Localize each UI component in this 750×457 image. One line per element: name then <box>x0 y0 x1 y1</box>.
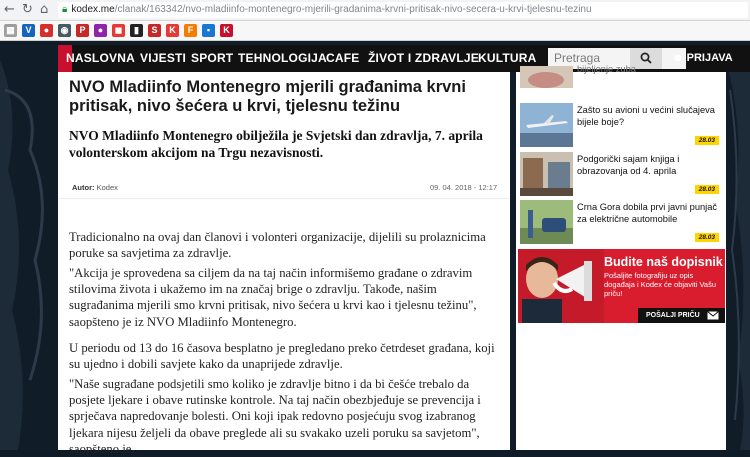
news-title: Crna Gora dobila prvi javni punjač za električne automobile <box>577 202 718 224</box>
bookmark-dark-icon[interactable]: ◉ <box>58 24 71 37</box>
article-paragraph: "Akcija je sprovedena sa ciljem da na taj način informišemo građane o zdravim stilovima života i ukažemo im na značaj brige o zdravlju. Takođe, našim sugrađanima mjerili smo krvni pritisak, nivo šećera u krvi kao i tjelesnu težinu", saopšteno je iz NVO Mladiinfo Montenegro. <box>69 266 477 329</box>
nav-kultura[interactable]: KULTURA <box>478 51 537 65</box>
search-placeholder: Pretraga <box>554 51 601 65</box>
sidebar-news-item[interactable] <box>520 200 722 244</box>
article-lead: NVO Mladiinfo Montenegro obilježila je Svjetski dan zdravlja, 7. aprila volonterskom akcijom na Trgu nezavisnosti. <box>69 128 483 160</box>
bookmark-f-icon[interactable]: F <box>184 24 197 37</box>
lock-icon: 🔒︎ <box>62 4 68 15</box>
url-field[interactable] <box>58 2 748 18</box>
bookmark-kodex-icon[interactable]: K <box>220 24 233 37</box>
bookmark-black-icon[interactable]: ▮ <box>130 24 143 37</box>
envelope-icon <box>707 311 719 320</box>
bookmark-v-icon[interactable]: V <box>22 24 35 37</box>
bookmark-k-icon[interactable]: K <box>166 24 179 37</box>
send-story-button[interactable] <box>638 308 725 323</box>
nav-sport[interactable]: SPORT <box>191 51 234 65</box>
sidebar-news-item[interactable] <box>520 103 722 147</box>
news-date-badge: 28.03 <box>695 185 719 194</box>
article-paragraph: "Naše sugrađane podsjetili smo koliko je zdravlje bitno i da bi češće trebalo da posjete ljekare i obave rutinske kontrole. Na taj način obezbjeđuje se prevencija i sprječava napredovanje bolesti. Oni koji ipak redovno posjećuju svog izabranog ljekara nijesu željeli da obave preglede ali su svakako uzeli poruku sa savjetom", saopšteno je. <box>69 377 481 456</box>
bookmark-purple-icon[interactable]: ● <box>94 24 107 37</box>
sidebar-news-item[interactable] <box>520 152 722 196</box>
bookmark-s-icon[interactable]: S <box>148 24 161 37</box>
nav-naslovna[interactable]: NASLOVNA <box>66 51 135 65</box>
bookmark-red-icon[interactable]: ◼ <box>112 24 125 37</box>
bookmark-blue-icon[interactable]: ▪ <box>202 24 215 37</box>
article-divider <box>58 198 510 199</box>
news-date-badge: 28.03 <box>695 233 719 242</box>
banner-text: Pošaljite fotografiju uz opis događaja i Kodex će objaviti Vašu priču! <box>604 271 717 298</box>
news-thumbnail <box>520 66 573 88</box>
browser-address-bar <box>0 0 750 21</box>
article-title: NVO Mladiinfo Montenegro mjerili građanima krvni pritisak, nivo šećera u krvi, tjelesnu težinu <box>69 78 466 115</box>
article-content <box>58 72 510 456</box>
nav-tehnologija[interactable]: TEHNOLOGIJA <box>238 51 327 65</box>
sidebar-news-item[interactable] <box>520 66 722 88</box>
news-title: Podgorički sajam knjiga i obrazovanja od 4. aprila <box>577 154 680 176</box>
apps-grid-icon[interactable]: ▦ <box>4 24 17 37</box>
megaphone-man-illustration <box>518 249 604 323</box>
nav-cafe[interactable]: CAFE <box>326 51 360 65</box>
bookmark-p-icon[interactable]: P <box>76 24 89 37</box>
back-arrow-icon[interactable]: ← <box>4 2 15 17</box>
banner-title: Budite naš dopisnik <box>604 255 723 269</box>
reload-icon[interactable]: ↻ <box>22 2 33 17</box>
author-name[interactable]: Kodex <box>96 183 118 192</box>
login-label: PRIJAVA <box>686 52 733 64</box>
bookmarks-bar <box>0 21 750 41</box>
send-story-label: POŠALJI PRIČU <box>646 312 700 319</box>
author-label: Autor: <box>72 183 95 192</box>
news-thumbnail <box>520 103 573 147</box>
article-paragraph: U periodu od 13 do 16 časova besplatno je pregledano preko četrdeset građana, koji su ujedno i dobili savjete kako da unaprijede zdravlje. <box>69 341 495 372</box>
article-paragraph: Tradicionalno na ovaj dan članovi i volonteri organizacije, dijelili su prolaznicima poruke sa savjetima za zdravlje. <box>69 230 486 261</box>
correspondent-banner[interactable] <box>518 249 725 323</box>
home-icon[interactable]: ⌂ <box>40 2 49 17</box>
news-thumbnail <box>520 200 573 244</box>
url-path: /clanak/163342/nvo-mladiinfo-montenegro-mjerili-gradanima-krvni-pritisak-nivo-secera-u-krvi-tjelesnu-tezinu <box>114 4 592 15</box>
news-thumbnail <box>520 152 573 196</box>
news-date-badge: 28.03 <box>695 136 719 145</box>
article-author <box>72 183 118 192</box>
url-host: kodex.me <box>71 4 115 15</box>
nav-vijesti[interactable]: VIJESTI <box>140 51 187 65</box>
nav-zivot-i-zdravlje[interactable]: ŽIVOT I ZDRAVLJE <box>368 51 479 65</box>
news-title: Zašto su avioni u većini slučajeva bijele boje? <box>577 105 715 127</box>
user-icon: ☻ <box>672 52 684 64</box>
news-title: bijeljenje zuba <box>577 64 636 74</box>
article-date: 09. 04. 2018 - 12:17 <box>430 183 498 192</box>
sidebar <box>516 64 726 450</box>
bookmark-red-circle-icon[interactable]: ● <box>40 24 53 37</box>
